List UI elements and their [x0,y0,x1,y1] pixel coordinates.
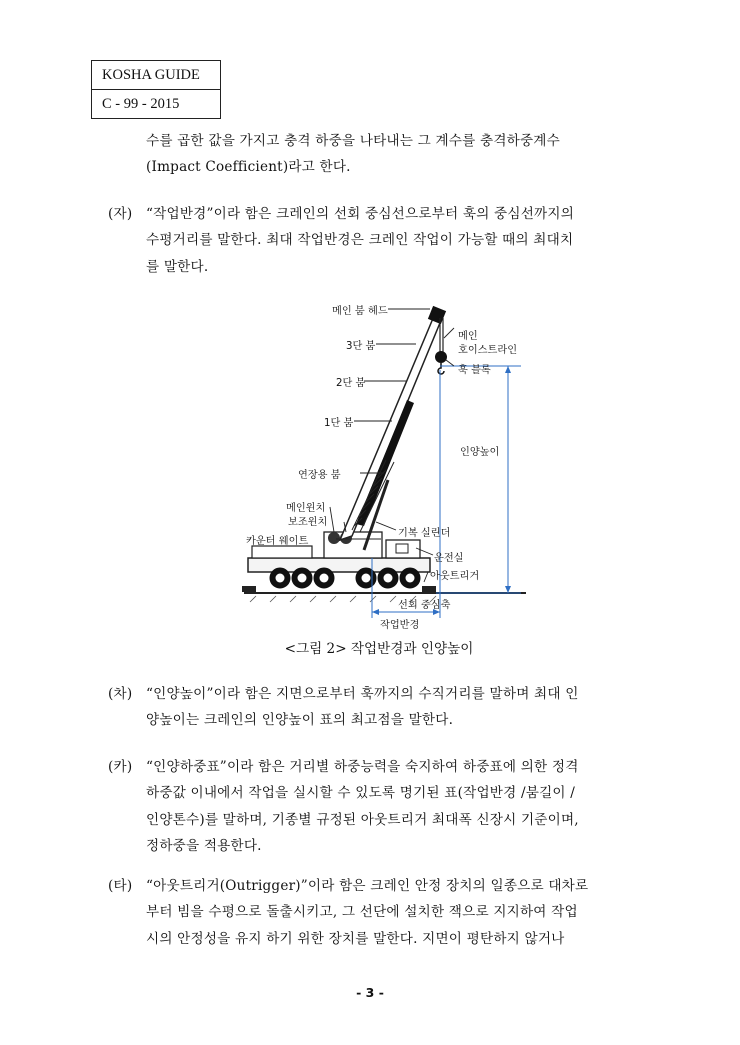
text-line: 하중값 이내에서 작업을 실시할 수 있도록 명기된 표(작업반경 /붐길이 / [146,785,576,802]
text-line: 를 말한다. [146,258,209,275]
crane-figure [236,300,546,630]
label-outrigger: 아웃트리거 [430,571,480,582]
document-header [91,60,221,119]
text-line: 부터 빔을 수평으로 돌출시키고, 그 선단에 설치한 잭으로 지지하여 작업 [146,904,578,921]
label-lift-height: 인양높이 [460,447,500,458]
figure-caption: <그림 2> 작업반경과 인양높이 [284,641,474,657]
paragraph-ka [108,754,579,860]
item-label: (차) [108,686,133,702]
label-boom-1: 1단 붐 [324,418,354,429]
item-label: (타) [108,878,133,894]
text-line: “인양높이”이라 함은 지면으로부터 훅까지의 수직거리를 말하며 최대 인 [146,686,579,702]
text-line: “아웃트리거(Outrigger)”이라 함은 크레인 안정 장치의 일종으로 대차로 [146,878,589,894]
label-cab: 운전실 [434,553,464,564]
header-org: KOSHA GUIDE [92,61,220,90]
label-counterweight: 카운터 웨이트 [246,536,309,547]
page-number: - 3 - [356,985,384,1000]
label-main-hoist-line-2: 호이스트라인 [458,345,518,356]
text-line: 수를 곱한 값을 가지고 충격 하중을 나타내는 그 계수를 충격하중계수 [146,133,560,149]
paragraph-ta [108,873,588,952]
text-line: 시의 안정성을 유지 하기 위한 장치를 말한다. 지면이 평탄하지 않거나 [146,930,565,947]
header-code: C - 99 - 2015 [102,96,180,112]
item-label: (카) [108,759,133,775]
text-line: 양높이는 크레인의 인양높이 표의 최고점을 말한다. [146,712,454,729]
label-main-hoist-line-1: 메인 [458,331,478,342]
label-slew-axis: 선회 중심축 [398,600,451,611]
text-line: (Impact Coefficient)라고 한다. [146,159,351,176]
label-extension-boom: 연장용 붐 [298,470,341,481]
text-line: 정하중을 적용한다. [146,838,262,855]
label-derrick-cylinder: 기복 실린더 [398,528,451,539]
text-line: “인양하중표”이라 함은 거리별 하중능력을 숙지하여 하중표에 의한 정격 [146,759,579,775]
label-boom-3: 3단 붐 [346,341,376,352]
label-aux-winch: 보조윈치 [288,517,328,528]
label-work-radius: 작업반경 [380,620,420,631]
label-boom-2: 2단 붐 [336,378,366,389]
text-line: “작업반경”이라 함은 크레인의 선회 중심선으로부터 훅의 중심선까지의 [146,206,575,222]
label-main-boom-head: 메인 붐 헤드 [332,306,388,317]
paragraph-continuation [146,128,560,181]
text-line: 인양톤수)를 말하며, 기종별 규정된 아웃트리거 최대폭 신장시 기준이며, [146,811,579,828]
label-main-winch: 메인윈치 [286,503,326,514]
item-label: (자) [108,206,133,222]
label-hook-block: 훅 블록 [458,365,491,376]
paragraph-cha [108,681,579,734]
paragraph-ja [108,201,574,280]
text-line: 수평거리를 말한다. 최대 작업반경은 크레인 작업이 가능할 때의 최대치 [146,232,574,249]
